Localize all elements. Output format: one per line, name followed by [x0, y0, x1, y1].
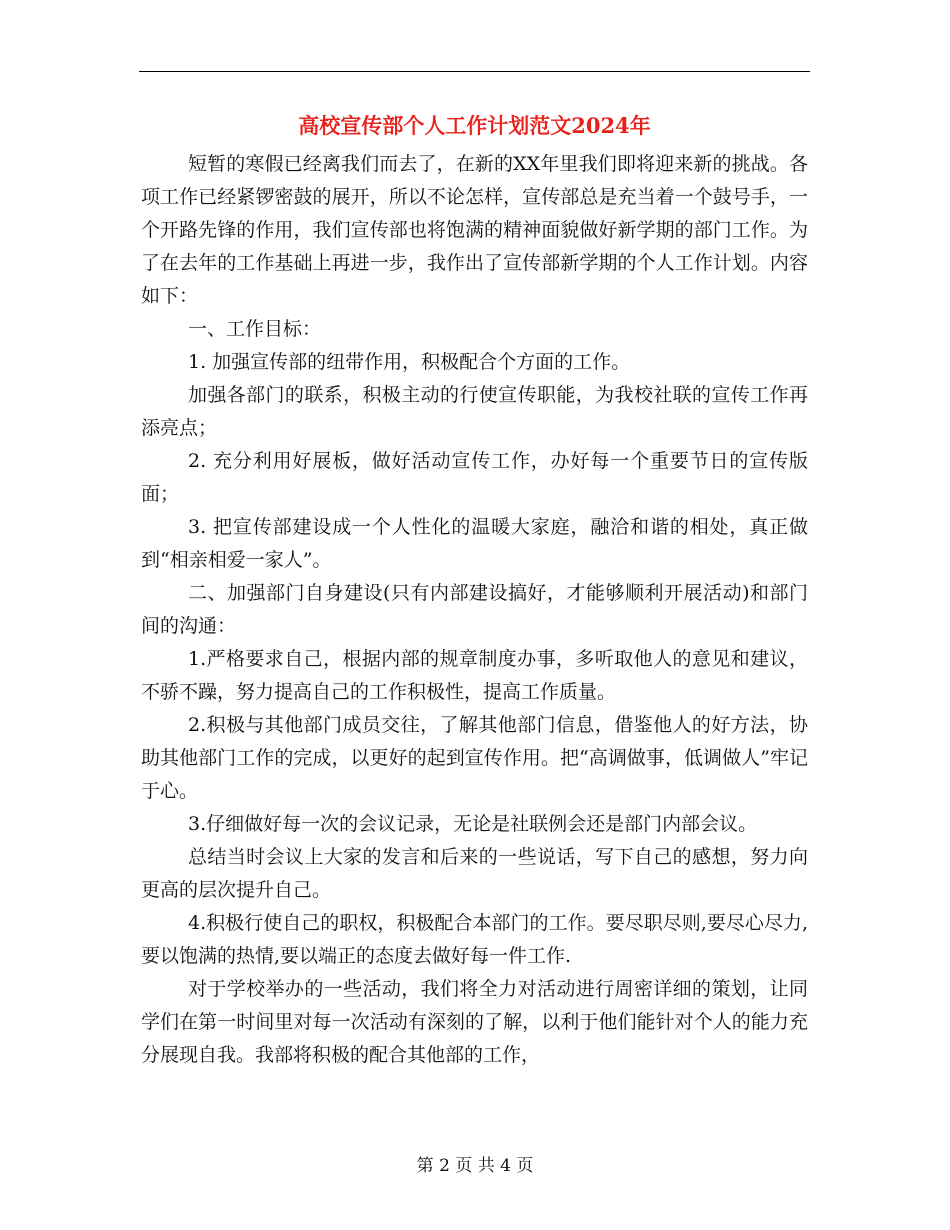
- paragraph-item-3: 3.仔细做好每一次的会议记录，无论是社联例会还是部门内部会议。: [188, 813, 758, 835]
- page-number-footer: 第 2 页 共 4 页: [416, 1156, 534, 1176]
- paragraph-item-2: 2.积极与其他部门成员交往，了解其他部门信息，借鉴他人的好方法，协助其他部门工作的完成，以更好的起到宣传作用。把“高调做事，低调做人”牢记于心。: [141, 714, 808, 802]
- paragraph-activities: 对于学校举办的一些活动，我们将全力对活动进行周密详细的策划，让同学们在第一时间里对每一次活动有深刻的了解，以利于他们能针对个人的能力充分展现自我。我部将积极的配合其他部的工作，: [141, 978, 808, 1066]
- paragraph-goal-1: 1. 加强宣传部的纽带作用，积极配合个方面的工作。: [188, 351, 631, 373]
- paragraph-section-1-heading: 一、工作目标：: [188, 318, 322, 340]
- paragraph-item-4: 4.积极行使自己的职权，积极配合本部门的工作。要尽职尽则,要尽心尽力,要以饱满的热情,要以端正的态度去做好每一件工作.: [141, 912, 808, 967]
- paragraph-goal-1-detail: 加强各部门的联系，积极主动的行使宣传职能，为我校社联的宣传工作再添亮点；: [141, 384, 808, 439]
- paragraph-intro: 短暂的寒假已经离我们而去了，在新的XX年里我们即将迎来新的挑战。各项工作已经紧锣密鼓的展开，所以不论怎样，宣传部总是充当着一个鼓号手，一个开路先锋的作用，我们宣传部也将饱满的精神面貌做好新学期的部门工作。为了在去年的工作基础上再进一步，我作出了宣传部新学期的个人工作计划。内容如下：: [141, 153, 808, 307]
- document-title: 高校宣传部个人工作计划范文2024年: [298, 113, 651, 138]
- document-body: [141, 148, 808, 1072]
- header-rule: [139, 71, 810, 72]
- paragraph-goal-2: 2. 充分利用好展板，做好活动宣传工作，办好每一个重要节日的宣传版面；: [141, 450, 808, 505]
- paragraph-item-1: 1.严格要求自己，根据内部的规章制度办事，多听取他人的意见和建议，不骄不躁，努力提高自己的工作积极性，提高工作质量。: [141, 648, 808, 703]
- paragraph-item-3-detail: 总结当时会议上大家的发言和后来的一些说话，写下自己的感想，努力向更高的层次提升自己。: [141, 846, 808, 901]
- paragraph-section-2-heading: 二、加强部门自身建设(只有内部建设搞好，才能够顺利开展活动)和部门间的沟通：: [141, 582, 808, 637]
- paragraph-goal-3: 3. 把宣传部建设成一个人性化的温暖大家庭，融洽和谐的相处，真正做到“相亲相爱一家人”。: [141, 516, 808, 571]
